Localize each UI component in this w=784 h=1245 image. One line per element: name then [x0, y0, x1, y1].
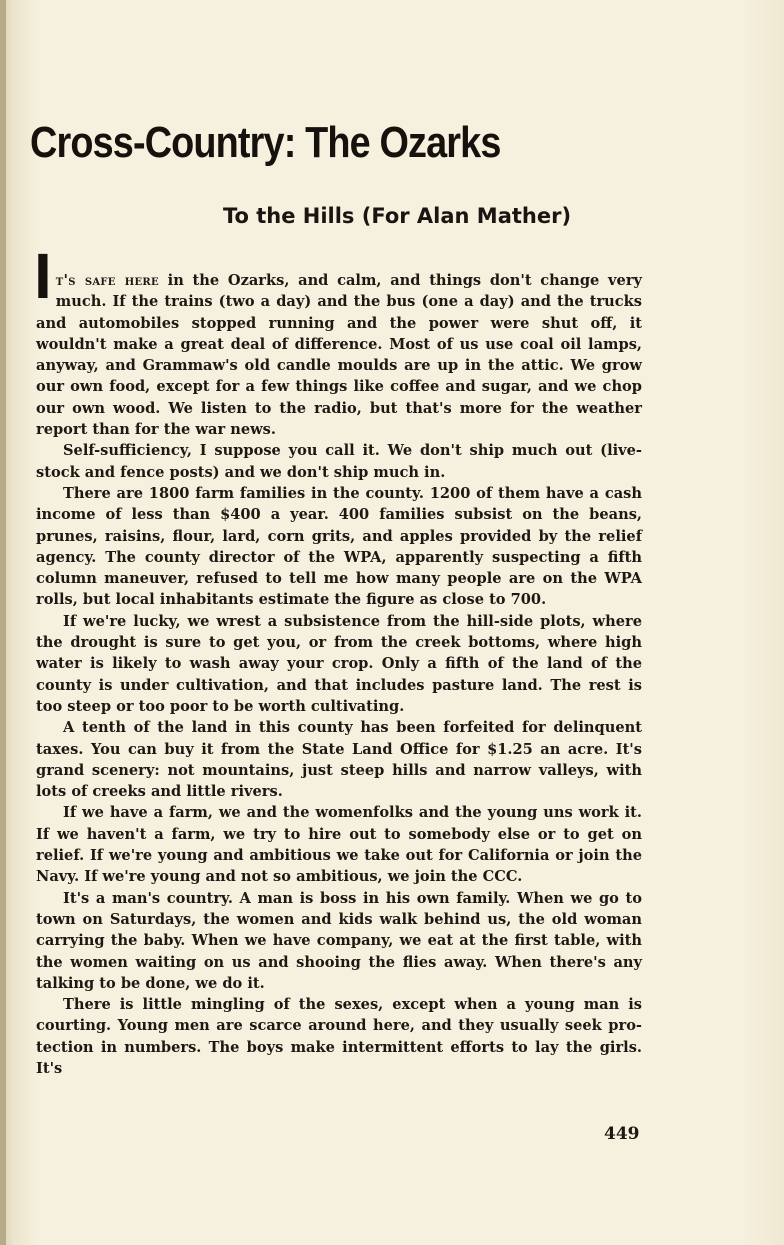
article-subtitle: To the Hills (For Alan Mather) [222, 204, 572, 228]
article-title: Cross-Country: The Ozarks [30, 118, 501, 167]
paragraph-3: There are 1800 farm families in the county. 1200 of them have a cash income of less than $400 a year. 400 families subsist on the beans, prunes, raisins, flour, lard, corn grits, and apples provided by the relief agency. The county director of the WPA, apparently suspecting a fifth column maneuver, refused to tell me how many people are on the WPA rolls, but local inhabitants estimate the figure as close to 700. [36, 484, 642, 609]
paragraph-1 [34, 240, 642, 440]
article-body [34, 240, 642, 1079]
drop-cap: I [34, 240, 52, 312]
paragraph-7: It's a man's country. A man is boss in his own family. When we go to town on Saturdays, the women and kids walk behind us, the old woman carrying the baby. When we have company, we eat at the first table, with the women waiting on us and shooing the flies away. When there's any talking to be done, we do it. [36, 889, 642, 992]
page-gutter [0, 0, 6, 1245]
paragraph-4: If we're lucky, we wrest a subsistence from the hill-side plots, where the drought is sure to get you, or from the creek bottoms, where high water is likely to wash away your crop. Only a fifth of the land of the county is under cultivation, and that includes pasture land. The rest is too steep or too poor to be worth cultivating. [36, 612, 642, 715]
paragraph-2: Self-sufficiency, I suppose you call it. We don't ship much out (live-stock and fence posts) and we don't ship much in. [36, 442, 642, 481]
lead-small-caps: t's safe here [55, 272, 159, 289]
paragraph-8: There is little mingling of the sexes, except when a young man is courting. Young men are scarce around here, and they usually seek pro-tection in numbers. The boys make intermittent efforts to lay the girls. It's [36, 996, 642, 1077]
paragraph-6: If we have a farm, we and the womenfolks and the young uns work it. If we haven't a farm, we try to hire out to somebody else or to get on relief. If we're young and ambitious we take out for California or join the Navy. If we're young and not so ambitious, we join the CCC. [36, 804, 642, 886]
page-number: 449 [604, 1124, 640, 1144]
paragraph-5: A tenth of the land in this county has been forfeited for delinquent taxes. You can buy it from the State Land Office for $1.25 an acre. It's grand scenery: not mountains, just steep hills and narrow valleys, with lots of creeks and little rivers. [36, 719, 642, 801]
paragraph-1-text: in the Ozarks, and calm, and things don't change very much. If the trains (two a day) and the bus (one a day) and the trucks and automobiles stopped running and the power were shut off, it wouldn't make a great deal of difference. Most of us use coal oil lamps, anyway, and Grammaw's old candle moulds are up in the attic. We grow our own food, except for a few things like coffee and sugar, and we chop our own wood. We listen to the radio, but that's more for the weather report than for the war news. [36, 272, 642, 439]
